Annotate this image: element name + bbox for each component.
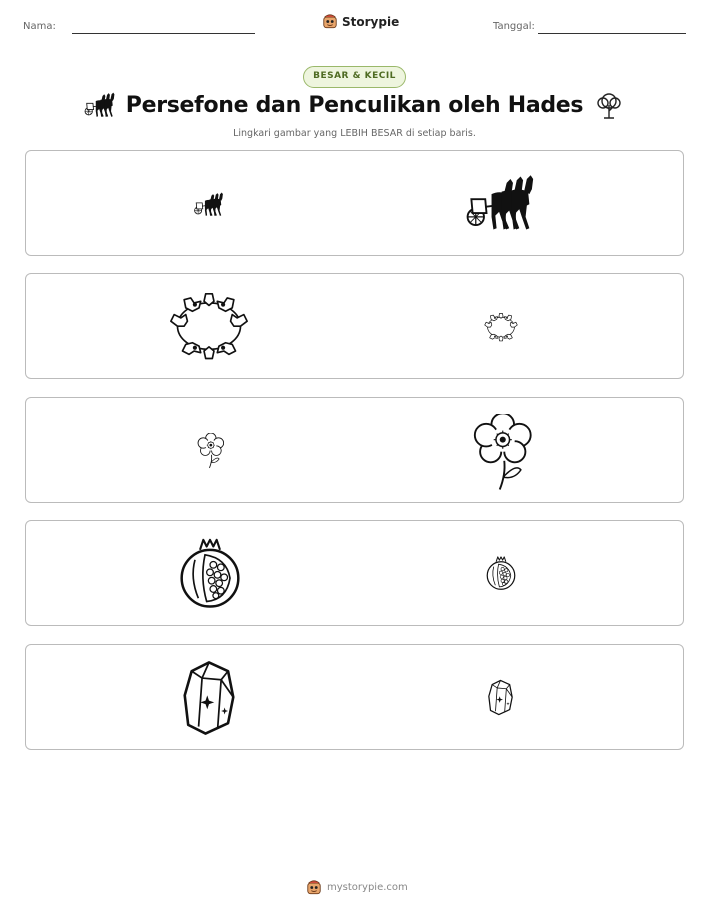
large-flower-icon[interactable] (472, 414, 532, 491)
comparison-row-3 (25, 397, 684, 503)
comparison-row-1 (25, 150, 684, 256)
date-label: Tanggal: (493, 21, 535, 32)
comparison-row-4 (25, 520, 684, 626)
date-line[interactable] (538, 33, 686, 34)
page-title: Persefone dan Penculikan oleh Hades (125, 93, 584, 118)
large-pomegranate-icon[interactable] (175, 537, 245, 611)
name-label: Nama: (23, 21, 56, 32)
large-crystal-icon[interactable] (183, 657, 235, 739)
large-wreath-icon[interactable] (167, 293, 251, 361)
tree-icon (594, 91, 624, 121)
small-crystal-icon[interactable] (488, 679, 513, 716)
brand-name: Storypie (342, 14, 400, 29)
footer (306, 879, 408, 896)
small-chariot-icon[interactable] (189, 192, 229, 217)
large-chariot-icon[interactable] (459, 174, 543, 232)
name-line[interactable] (72, 33, 255, 34)
small-wreath-icon[interactable] (482, 313, 520, 342)
storypie-mascot-icon (306, 879, 322, 896)
comparison-row-2 (25, 273, 684, 379)
comparison-row-5 (25, 644, 684, 750)
small-flower-icon[interactable] (197, 433, 224, 469)
category-badge: BESAR & KECIL (303, 66, 406, 88)
small-pomegranate-icon[interactable] (484, 556, 518, 591)
instructions: Lingkari gambar yang LEBIH BESAR di setiap baris. (233, 128, 476, 139)
storypie-mascot-icon (322, 13, 338, 30)
footer-url[interactable]: mystorypie.com (327, 882, 408, 893)
brand-logo (322, 13, 399, 30)
